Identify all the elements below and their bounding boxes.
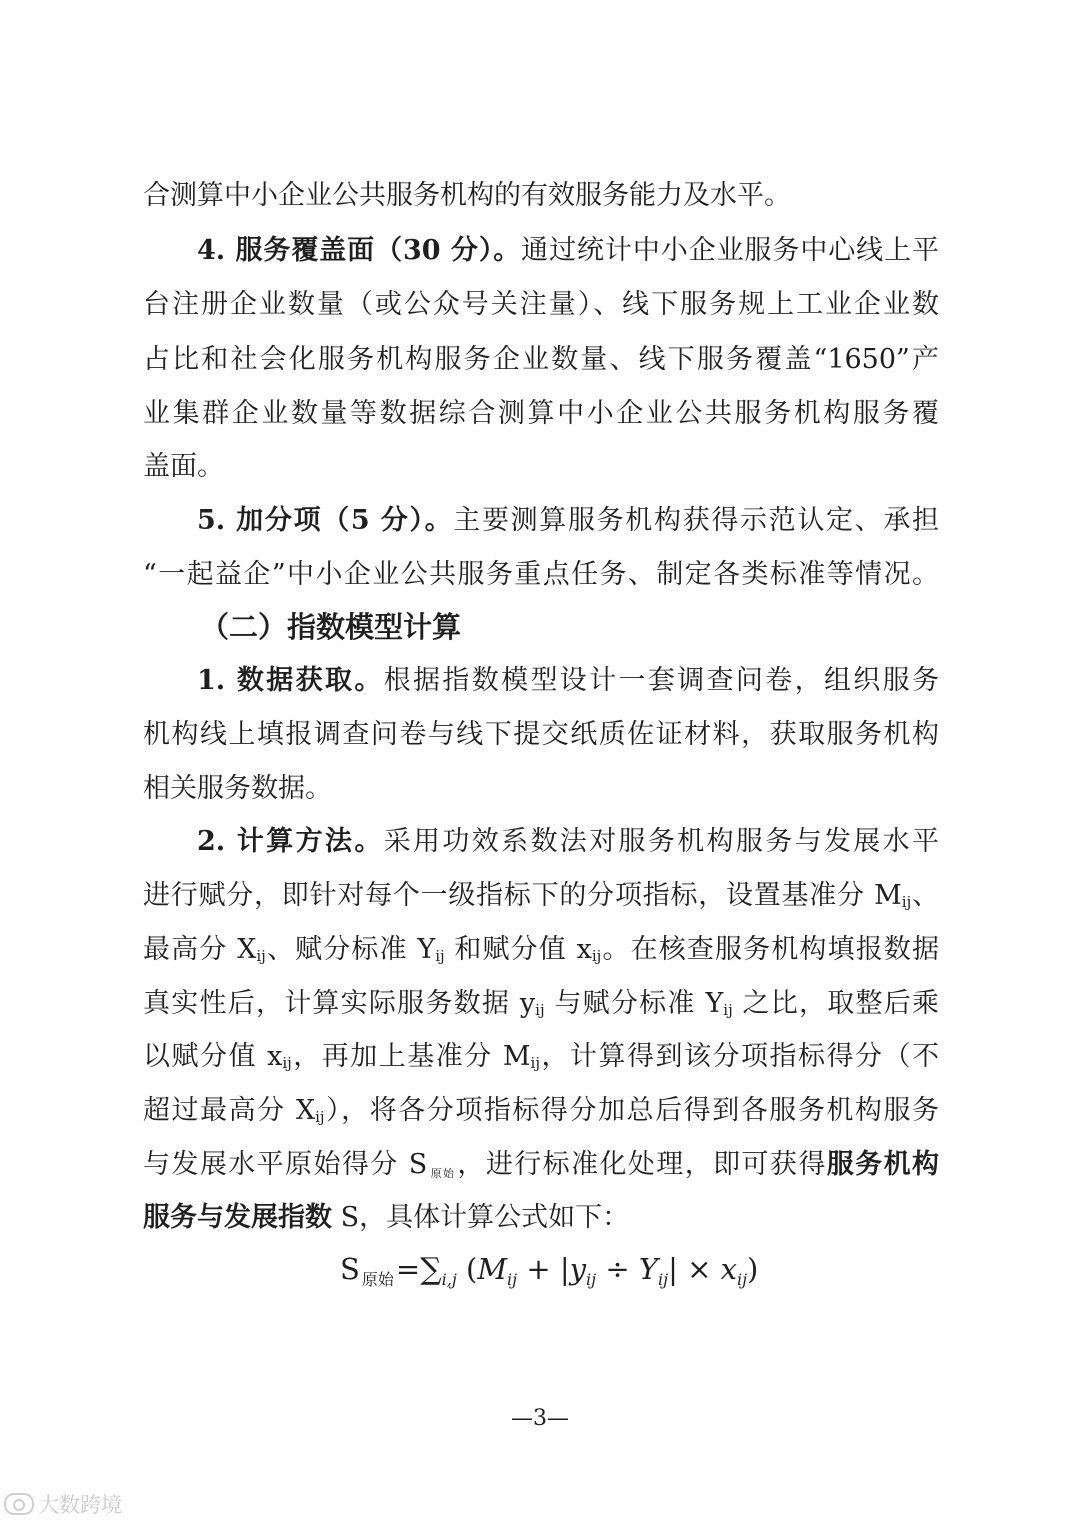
paragraph-line: 机构线上填报调查问卷与线下提交纸质佐证材料，获取服务机构 bbox=[143, 719, 939, 750]
paragraph-line: 业集群企业数量等数据综合测算中小企业公共服务机构服务覆 bbox=[143, 398, 939, 429]
paragraph-line: 2. 计算方法。采用功效系数法对服务机构服务与发展水平 bbox=[197, 826, 940, 857]
paragraph-line: 与发展水平原始得分 S $_{原始}$，进行标准化处理，即可获得服务机构 bbox=[143, 1149, 939, 1180]
paragraph-line: 台注册企业数量（或公众号关注量）、线下服务规上工业企业数 bbox=[143, 289, 939, 320]
paragraph-line: 真实性后，计算实际服务数据 $y_{ij}$ 与赋分标准 $Y_{ij}$ 之比，取整后乘 bbox=[143, 988, 939, 1019]
section-title-bonus: 5. 加分项（5 分）。 bbox=[197, 505, 454, 536]
section-heading: （二）指数模型计算 bbox=[200, 610, 462, 644]
section-title-coverage: 4. 服务覆盖面（30 分）。 bbox=[197, 235, 522, 266]
section-title-method: 2. 计算方法。 bbox=[197, 826, 384, 857]
page-number: —3— bbox=[511, 1406, 569, 1431]
paragraph-line: 1. 数据获取。根据指数模型设计一套调查问卷，组织服务 bbox=[197, 665, 940, 696]
paragraph-line: 4. 服务覆盖面（30 分）。通过统计中小企业服务中心线上平 bbox=[197, 235, 940, 266]
paragraph-line: 5. 加分项（5 分）。主要测算服务机构获得示范认定、承担 bbox=[197, 505, 939, 536]
paragraph-line: 最高分 $X_{ij}$、赋分标准 $Y_{ij}$ 和赋分值 $x_{ij}$。在核查服务机构填报数据 bbox=[143, 934, 939, 965]
paragraph-line: 相关服务数据。 bbox=[143, 773, 332, 804]
weibo-logo-icon bbox=[4, 1493, 34, 1515]
index-formula: S $_{原始}=\sum_{i,j}$ $(M_{ij} + |y_{ij} \div Y_{ij}| \times x_{ij})$ bbox=[340, 1252, 759, 1289]
paragraph-line: 进行赋分，即针对每个一级指标下的分项指标，设置基准分 $M_{ij}$、 bbox=[143, 880, 939, 911]
watermark: 大数跨境 bbox=[4, 1489, 122, 1519]
paragraph-line: 盖面。 bbox=[143, 451, 224, 482]
paragraph-line: 以赋分值 $x_{ij}$，再加上基准分 $M_{ij}$，计算得到该分项指标得分（不 bbox=[143, 1041, 940, 1072]
paragraph-line: 服务与发展指数 S，具体计算公式如下： bbox=[143, 1202, 630, 1233]
section-title-data: 1. 数据获取。 bbox=[197, 665, 384, 696]
paragraph-line: 超过最高分 $X_{ij}$），将各分项指标得分加总后得到各服务机构服务 bbox=[143, 1095, 940, 1126]
paragraph-line: 合测算中小企业公共服务机构的有效服务能力及水平。 bbox=[143, 180, 791, 211]
paragraph-line: 占比和社会化服务机构服务企业数量、线下服务覆盖“1650”产 bbox=[143, 344, 939, 375]
paragraph-line: “一起益企”中小企业公共服务重点任务、制定各类标准等情况。 bbox=[143, 559, 939, 590]
